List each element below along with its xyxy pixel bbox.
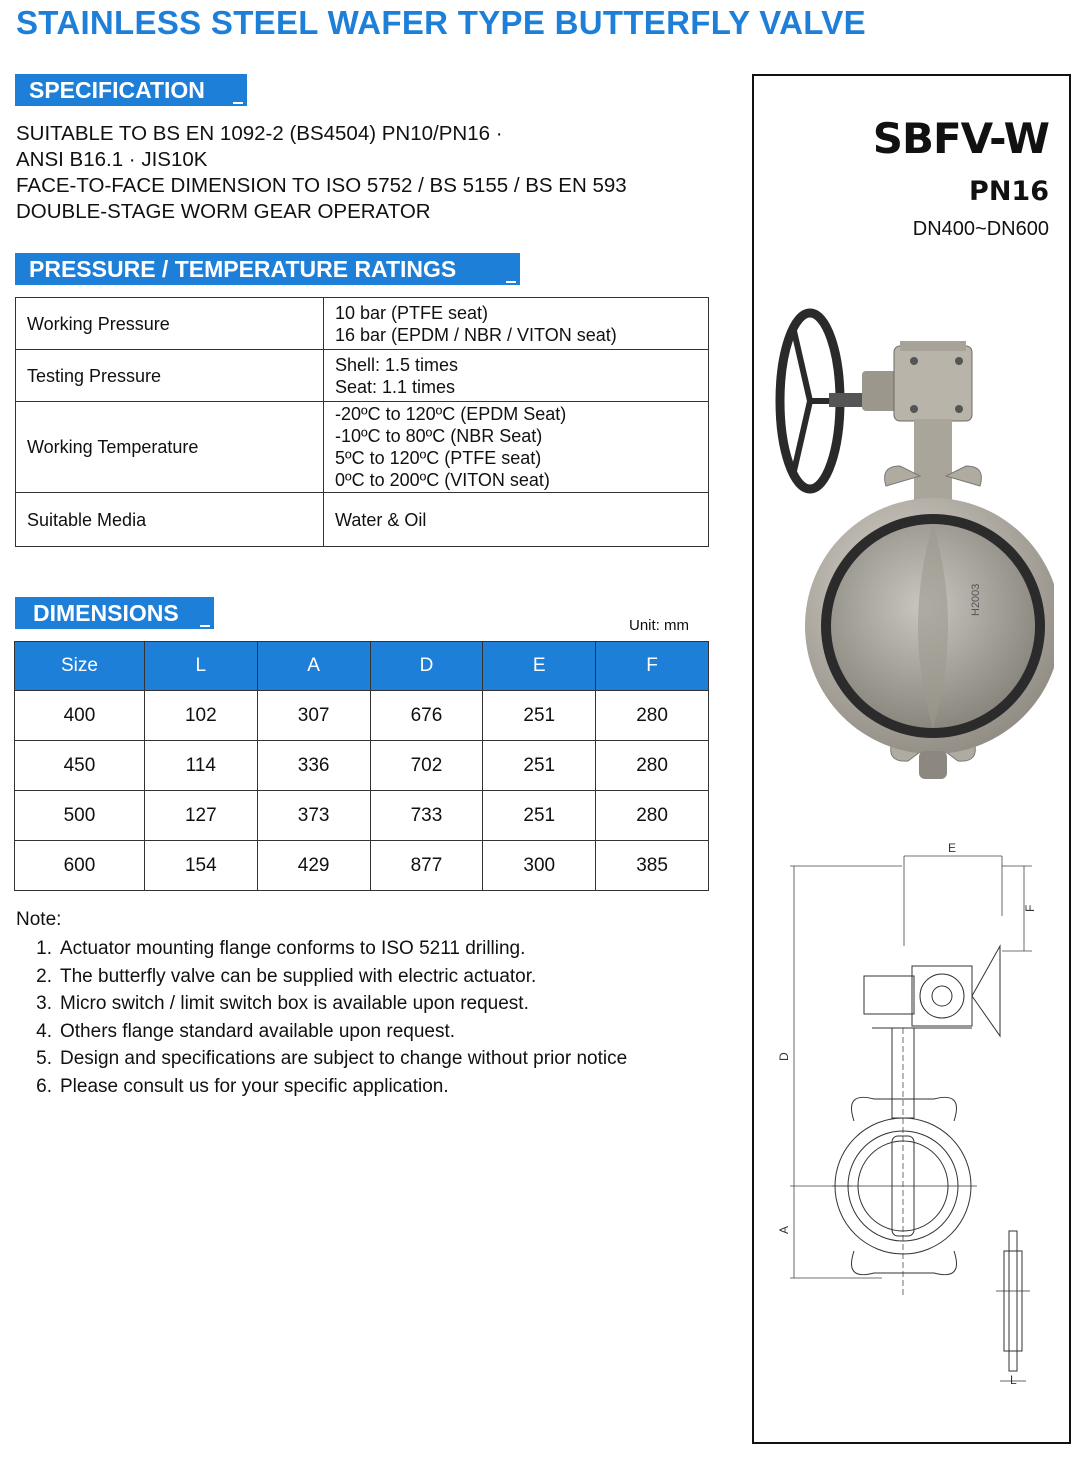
table-row [16,350,709,402]
note-text: Please consult us for your specific application. [60,1075,449,1097]
table-cell: 251 [483,741,596,791]
list-item [16,935,627,963]
rating-value-line: 10 bar (PTFE seat) [335,302,489,323]
table-cell: 307 [257,691,370,741]
size-range: DN400~DN600 [912,218,1049,240]
table-cell: 733 [370,791,483,841]
spec-line: FACE-TO-FACE DIMENSION TO ISO 5752 / BS 5155 / BS EN 593 [16,174,627,197]
model-name: SBFV-W [872,114,1049,163]
table-cell: 154 [144,841,257,891]
dimension-drawing [772,836,1062,1436]
rating-label: Suitable Media [16,493,324,547]
table-cell: 336 [257,741,370,791]
table-row [15,691,709,741]
rating-value [324,493,709,547]
column-header: L [144,642,257,691]
ratings-heading-text: PRESSURE / TEMPERATURE RATINGS [29,256,457,282]
rating-value-line: 0ºC to 200ºC (VITON seat) [335,470,550,490]
rating-label: Testing Pressure [16,350,324,402]
note-text: Micro switch / limit switch box is available upon request. [60,993,529,1014]
pressure-class: PN16 [969,176,1049,207]
label-l: L [1010,1373,1017,1387]
table-row [16,298,709,350]
table-cell: 450 [15,741,145,791]
rating-label: Working Pressure [16,298,324,350]
rating-value [324,298,709,350]
rating-value-line: -20ºC to 120ºC (EPDM Seat) [335,404,567,424]
column-header: F [596,642,709,691]
table-cell: 251 [483,691,596,741]
ratings-heading [15,253,520,285]
table-row [16,493,709,547]
note-number: 2. [36,965,52,987]
label-f: F [1023,904,1037,912]
note-text: The butterfly valve can be supplied with electric actuator. [60,965,537,987]
spec-line: DOUBLE-STAGE WORM GEAR OPERATOR [16,200,431,223]
dimensions-table [14,641,709,891]
table-cell: 280 [596,741,709,791]
ratings-table [15,297,709,547]
table-cell: 877 [370,841,483,891]
valve-bottom-stub [919,751,947,779]
unit-label: Unit: mm [629,617,689,634]
valve-photo [774,301,1054,801]
list-item [16,963,627,991]
rating-value-line: 5ºC to 120ºC (PTFE seat) [335,448,542,468]
handwheel [780,313,869,489]
table-header-row [15,642,709,691]
table-cell: 373 [257,791,370,841]
table-cell: 251 [483,791,596,841]
rating-value-line: Seat: 1.1 times [335,376,456,397]
table-cell: 500 [15,791,145,841]
table-row [15,791,709,841]
rating-value-line: -10ºC to 80ºC (NBR Seat) [335,426,543,446]
specification-heading-text: SPECIFICATION [29,77,205,103]
spec-line: SUITABLE TO BS EN 1092-2 (BS4504) PN10/PN16 · [16,122,503,145]
list-item [16,1018,627,1046]
label-d: D [777,1052,791,1061]
note-number: 5. [36,1048,52,1069]
table-cell: 676 [370,691,483,741]
notes-title: Note: [16,909,62,930]
dimensions-heading-text: DIMENSIONS [33,600,179,626]
list-item [16,1045,627,1073]
column-header: Size [15,642,145,691]
gearbox [862,341,972,421]
list-item [16,990,627,1018]
rating-label: Working Temperature [16,402,324,493]
table-cell: 385 [596,841,709,891]
note-text: Design and specifications are subject to change without prior notice [60,1048,628,1069]
table-row [16,402,709,493]
notes-list [16,935,627,1100]
table-cell: 280 [596,791,709,841]
list-item [16,1073,627,1101]
rating-value [324,350,709,402]
column-header: D [370,642,483,691]
specification-text [16,121,627,225]
label-a: A [777,1225,791,1234]
table-cell: 280 [596,691,709,741]
specification-heading [15,74,247,106]
page-title: STAINLESS STEEL WAFER TYPE BUTTERFLY VALVE [16,4,866,41]
note-number: 4. [36,1020,52,1042]
table-row [15,741,709,791]
note-number: 3. [36,993,52,1014]
table-cell: 300 [483,841,596,891]
rating-value-line: Water & Oil [335,509,427,530]
rating-value-line: Shell: 1.5 times [335,354,459,375]
table-cell: 600 [15,841,145,891]
label-e: E [948,841,957,855]
note-number: 6. [36,1075,52,1097]
product-panel [752,74,1071,1444]
table-cell: 102 [144,691,257,741]
table-cell: 702 [370,741,483,791]
note-text: Actuator mounting flange conforms to ISO 5211 drilling. [60,938,526,959]
note-text: Others flange standard available upon request. [60,1020,456,1042]
rating-value [324,402,709,493]
table-cell: 127 [144,791,257,841]
rating-value-line: 16 bar (EPDM / NBR / VITON seat) [335,324,617,345]
column-header: E [483,642,596,691]
disc-marking: H2003 [970,583,982,616]
note-number: 1. [36,938,52,959]
spec-line: ANSI B16.1 · JIS10K [16,148,208,171]
table-cell: 400 [15,691,145,741]
table-row [15,841,709,891]
column-header: A [257,642,370,691]
dimensions-heading [15,597,214,629]
table-cell: 429 [257,841,370,891]
table-cell: 114 [144,741,257,791]
